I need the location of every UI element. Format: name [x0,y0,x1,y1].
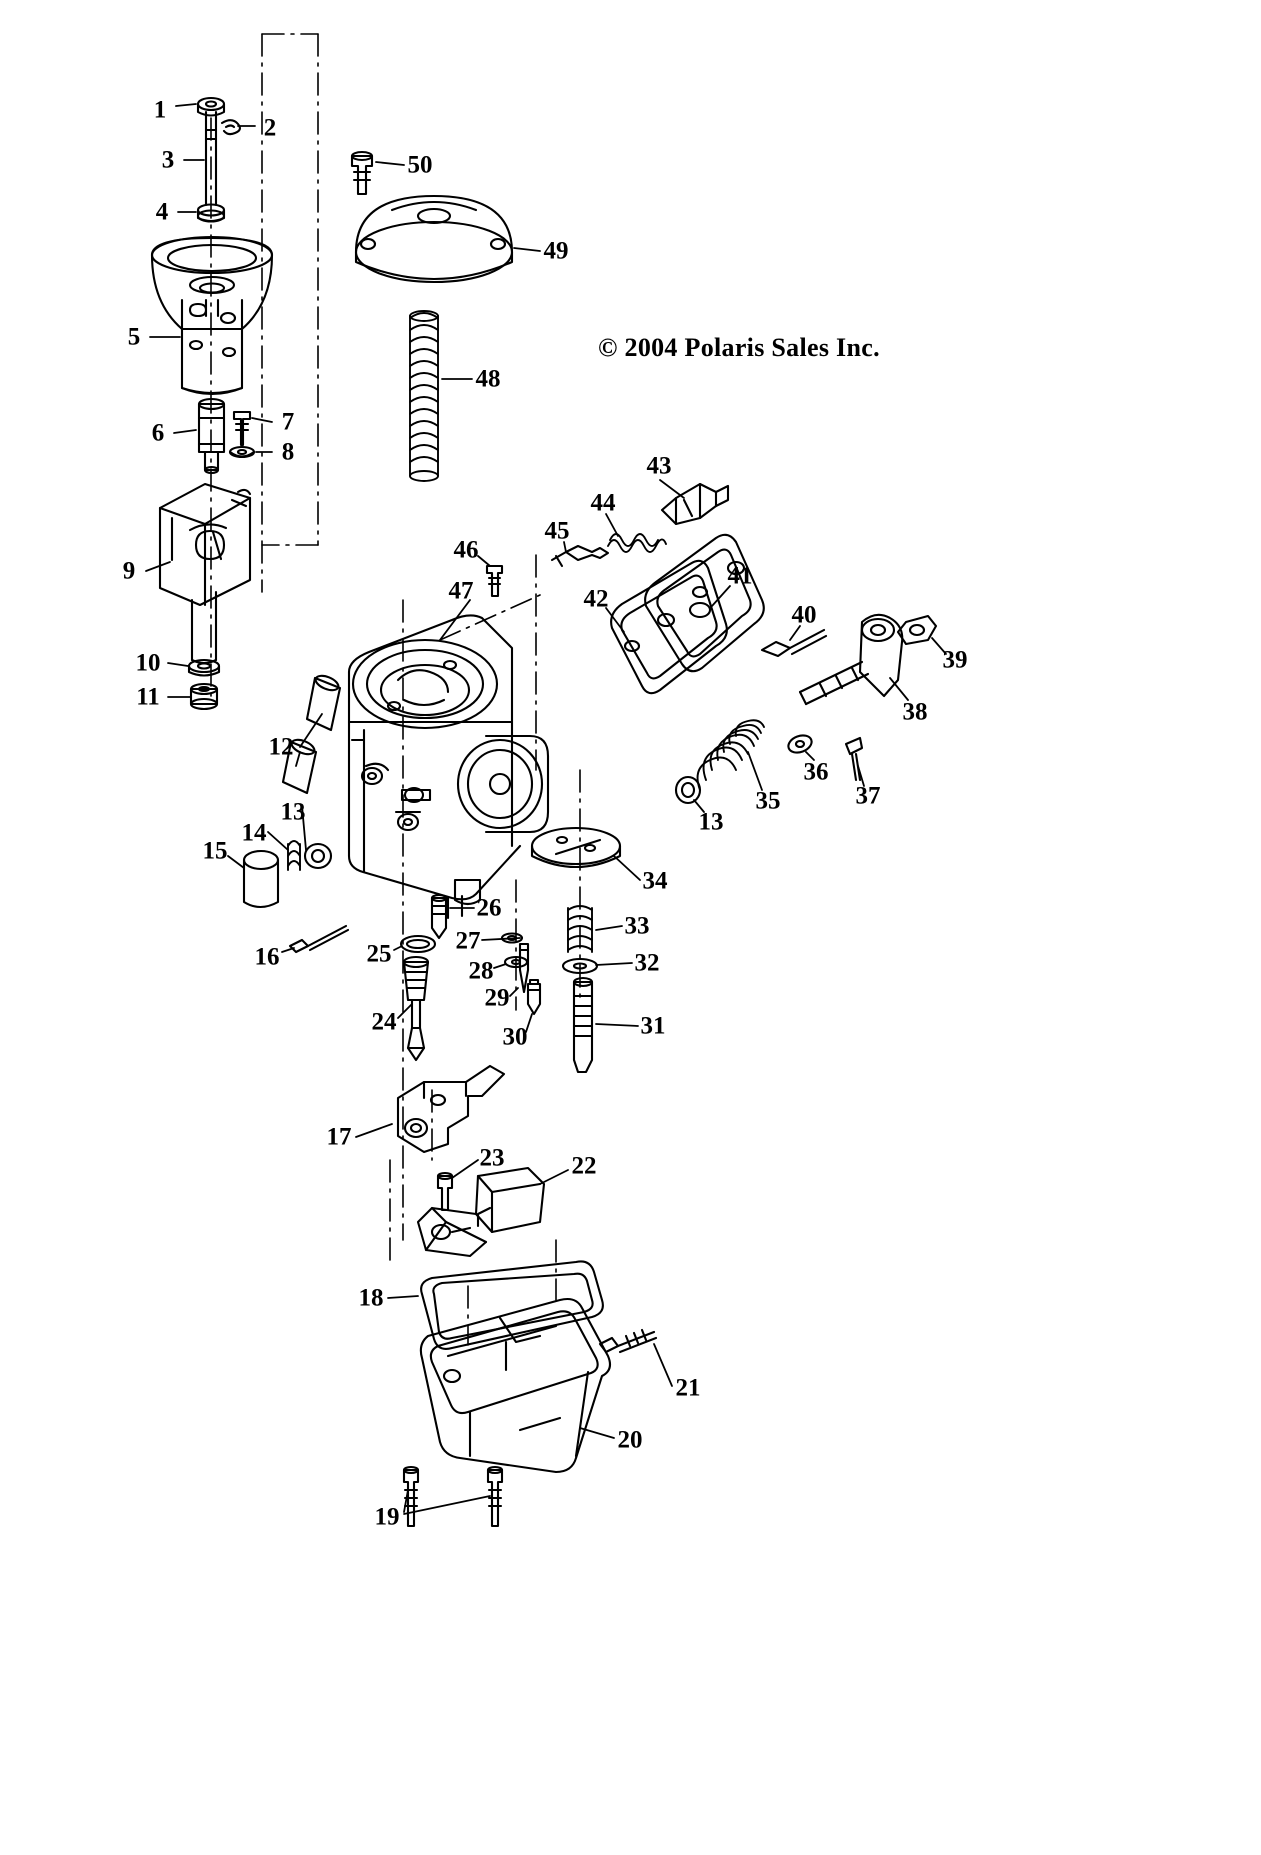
callout-13: 13 [280,798,306,826]
callout-17: 17 [326,1123,352,1151]
callout-25: 25 [366,940,392,968]
callout-29: 29 [484,984,510,1012]
callout-10: 10 [135,649,161,677]
callout-19: 19 [374,1503,400,1531]
callout-33: 33 [624,912,650,940]
callout-42: 42 [583,585,609,613]
callout-16: 16 [254,943,280,971]
callout-43: 43 [646,452,672,480]
callout-44: 44 [590,489,616,517]
callout-12: 12 [268,733,294,761]
callout-2: 2 [263,114,277,142]
callout-9: 9 [122,557,136,585]
callout-39: 39 [942,646,968,674]
callout-47: 47 [448,577,474,605]
callout-27: 27 [455,927,481,955]
callout-26: 26 [476,894,502,922]
callout-40: 40 [791,601,817,629]
callout-5: 5 [127,323,141,351]
callout-38: 38 [902,698,928,726]
callout-4: 4 [155,198,169,226]
callout-28: 28 [468,957,494,985]
callout-35: 35 [755,787,781,815]
callout-8: 8 [281,438,295,466]
callout-30: 30 [502,1023,528,1051]
callout-18: 18 [358,1284,384,1312]
callout-48: 48 [475,365,501,393]
callout-7: 7 [281,408,295,436]
callout-34: 34 [642,867,668,895]
callout-22: 22 [571,1152,597,1180]
callout-15: 15 [202,837,228,865]
callout-14: 14 [241,819,267,847]
callout-50: 50 [407,151,433,179]
callout-21: 21 [675,1374,701,1402]
callout-49: 49 [543,237,569,265]
callout-20: 20 [617,1426,643,1454]
callout-24: 24 [371,1008,397,1036]
copyright-notice: © 2004 Polaris Sales Inc. [598,333,880,362]
callout-31: 31 [640,1012,666,1040]
callout-11: 11 [136,683,160,711]
callout-23: 23 [479,1144,505,1172]
callout-36: 36 [803,758,829,786]
callout-1: 1 [153,96,167,124]
callout-46: 46 [453,536,479,564]
callout-32: 32 [634,949,660,977]
callout-41: 41 [727,562,753,590]
callout-45: 45 [544,517,570,545]
callout-6: 6 [151,419,165,447]
callout-13-right: 13 [698,808,724,836]
callout-3: 3 [161,146,175,174]
callout-37: 37 [855,782,881,810]
